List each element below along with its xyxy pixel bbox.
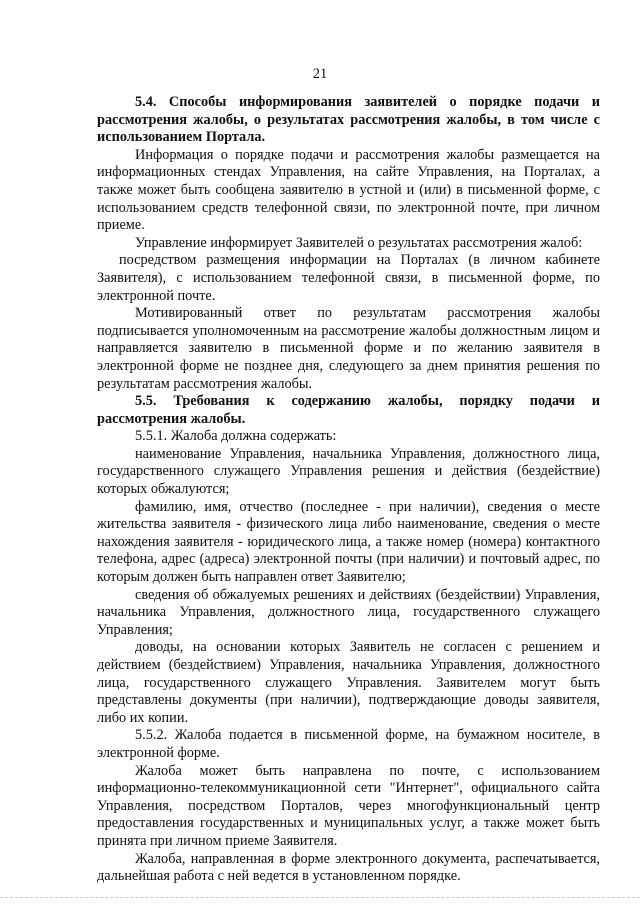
list-item: фамилию, имя, отчество (последнее - при наличии), сведения о месте жительства заявителя - физического лица либо наименование, сведения о месте нахождения заявителя - юридического лица, а также номер (номера) контактного телефона, адрес (адреса) электронной почты (при наличии) и почтовый адрес, по которым должен быть направлен ответ Заявителю; [97, 498, 600, 586]
paragraph: Информация о порядке подачи и рассмотрения жалобы размещается на информационных стендах Управления, на сайте Управления, на Порталах, а также может быть сообщена заявителю в устной и (или) в письменной форме, с использованием средств телефонной связи, по электронной почте, при личном приеме. [97, 146, 600, 234]
document-body [97, 94, 600, 886]
paragraph: Жалоба может быть направлена по почте, с использованием информационно-телекоммуникационной сети "Интернет", официального сайта Управления, посредством Порталов, через многофункциональный центр предоставления государственных и муниципальных услуг, а также может быть принята при личном приеме Заявителя. [97, 762, 600, 849]
paragraph: 5.5.2. Жалоба подается в письменной форме, на бумажном носителе, в электронной форме. [97, 727, 600, 761]
paragraph: Управление информирует Заявителей о результатах рассмотрения жалоб: [135, 234, 583, 251]
paragraph: Мотивированный ответ по результатам рассмотрения жалобы подписывается уполномоченным на рассмотрение жалобы должностным лицом и направляется заявителю в письменной форме и по желанию заявителя в электронной форме не позднее дня, следующего за днем принятия решения по результатам рассмотрения жалобы. [97, 305, 600, 392]
list-item: доводы, на основании которых Заявитель не согласен с решением и действием (бездействием) Управления, начальника Управления, должностного лица, государственного служащего Управления. Заявителем могут быть представлены документы (при наличии), подтверждающие доводы заявителя, либо их копии. [97, 639, 600, 726]
paragraph: 5.5.1. Жалоба должна содержать: [135, 428, 337, 445]
scan-edge-line [0, 897, 640, 899]
list-item: сведения об обжалуемых решениях и действиях (бездействии) Управления, начальника Управления, должностного лица, государственного служащего Управления; [97, 586, 600, 638]
list-item: наименование Управления, начальника Управления, должностного лица, государственного служащего Управления решения и действия (бездействие) которых обжалуются; [97, 445, 600, 498]
paragraph: Жалоба, направленная в форме электронного документа, распечатывается, дальнейшая работа с ней ведется в установленном порядке. [97, 850, 600, 885]
page-number: 21 [312, 66, 328, 82]
section-heading-5-4: 5.4. Способы информирования заявителей о порядке подачи и рассмотрения жалобы, о результатах рассмотрения жалобы, в том числе с использованием Портала. [97, 94, 600, 146]
paragraph: посредством размещения информации на Порталах (в личном кабинете Заявителя), с использованием телефонной связи, в письменной форме, по электронной почте. [97, 252, 600, 304]
section-heading-5-5: 5.5. Требования к содержанию жалобы, порядку подачи и рассмотрения жалобы. [97, 393, 600, 427]
